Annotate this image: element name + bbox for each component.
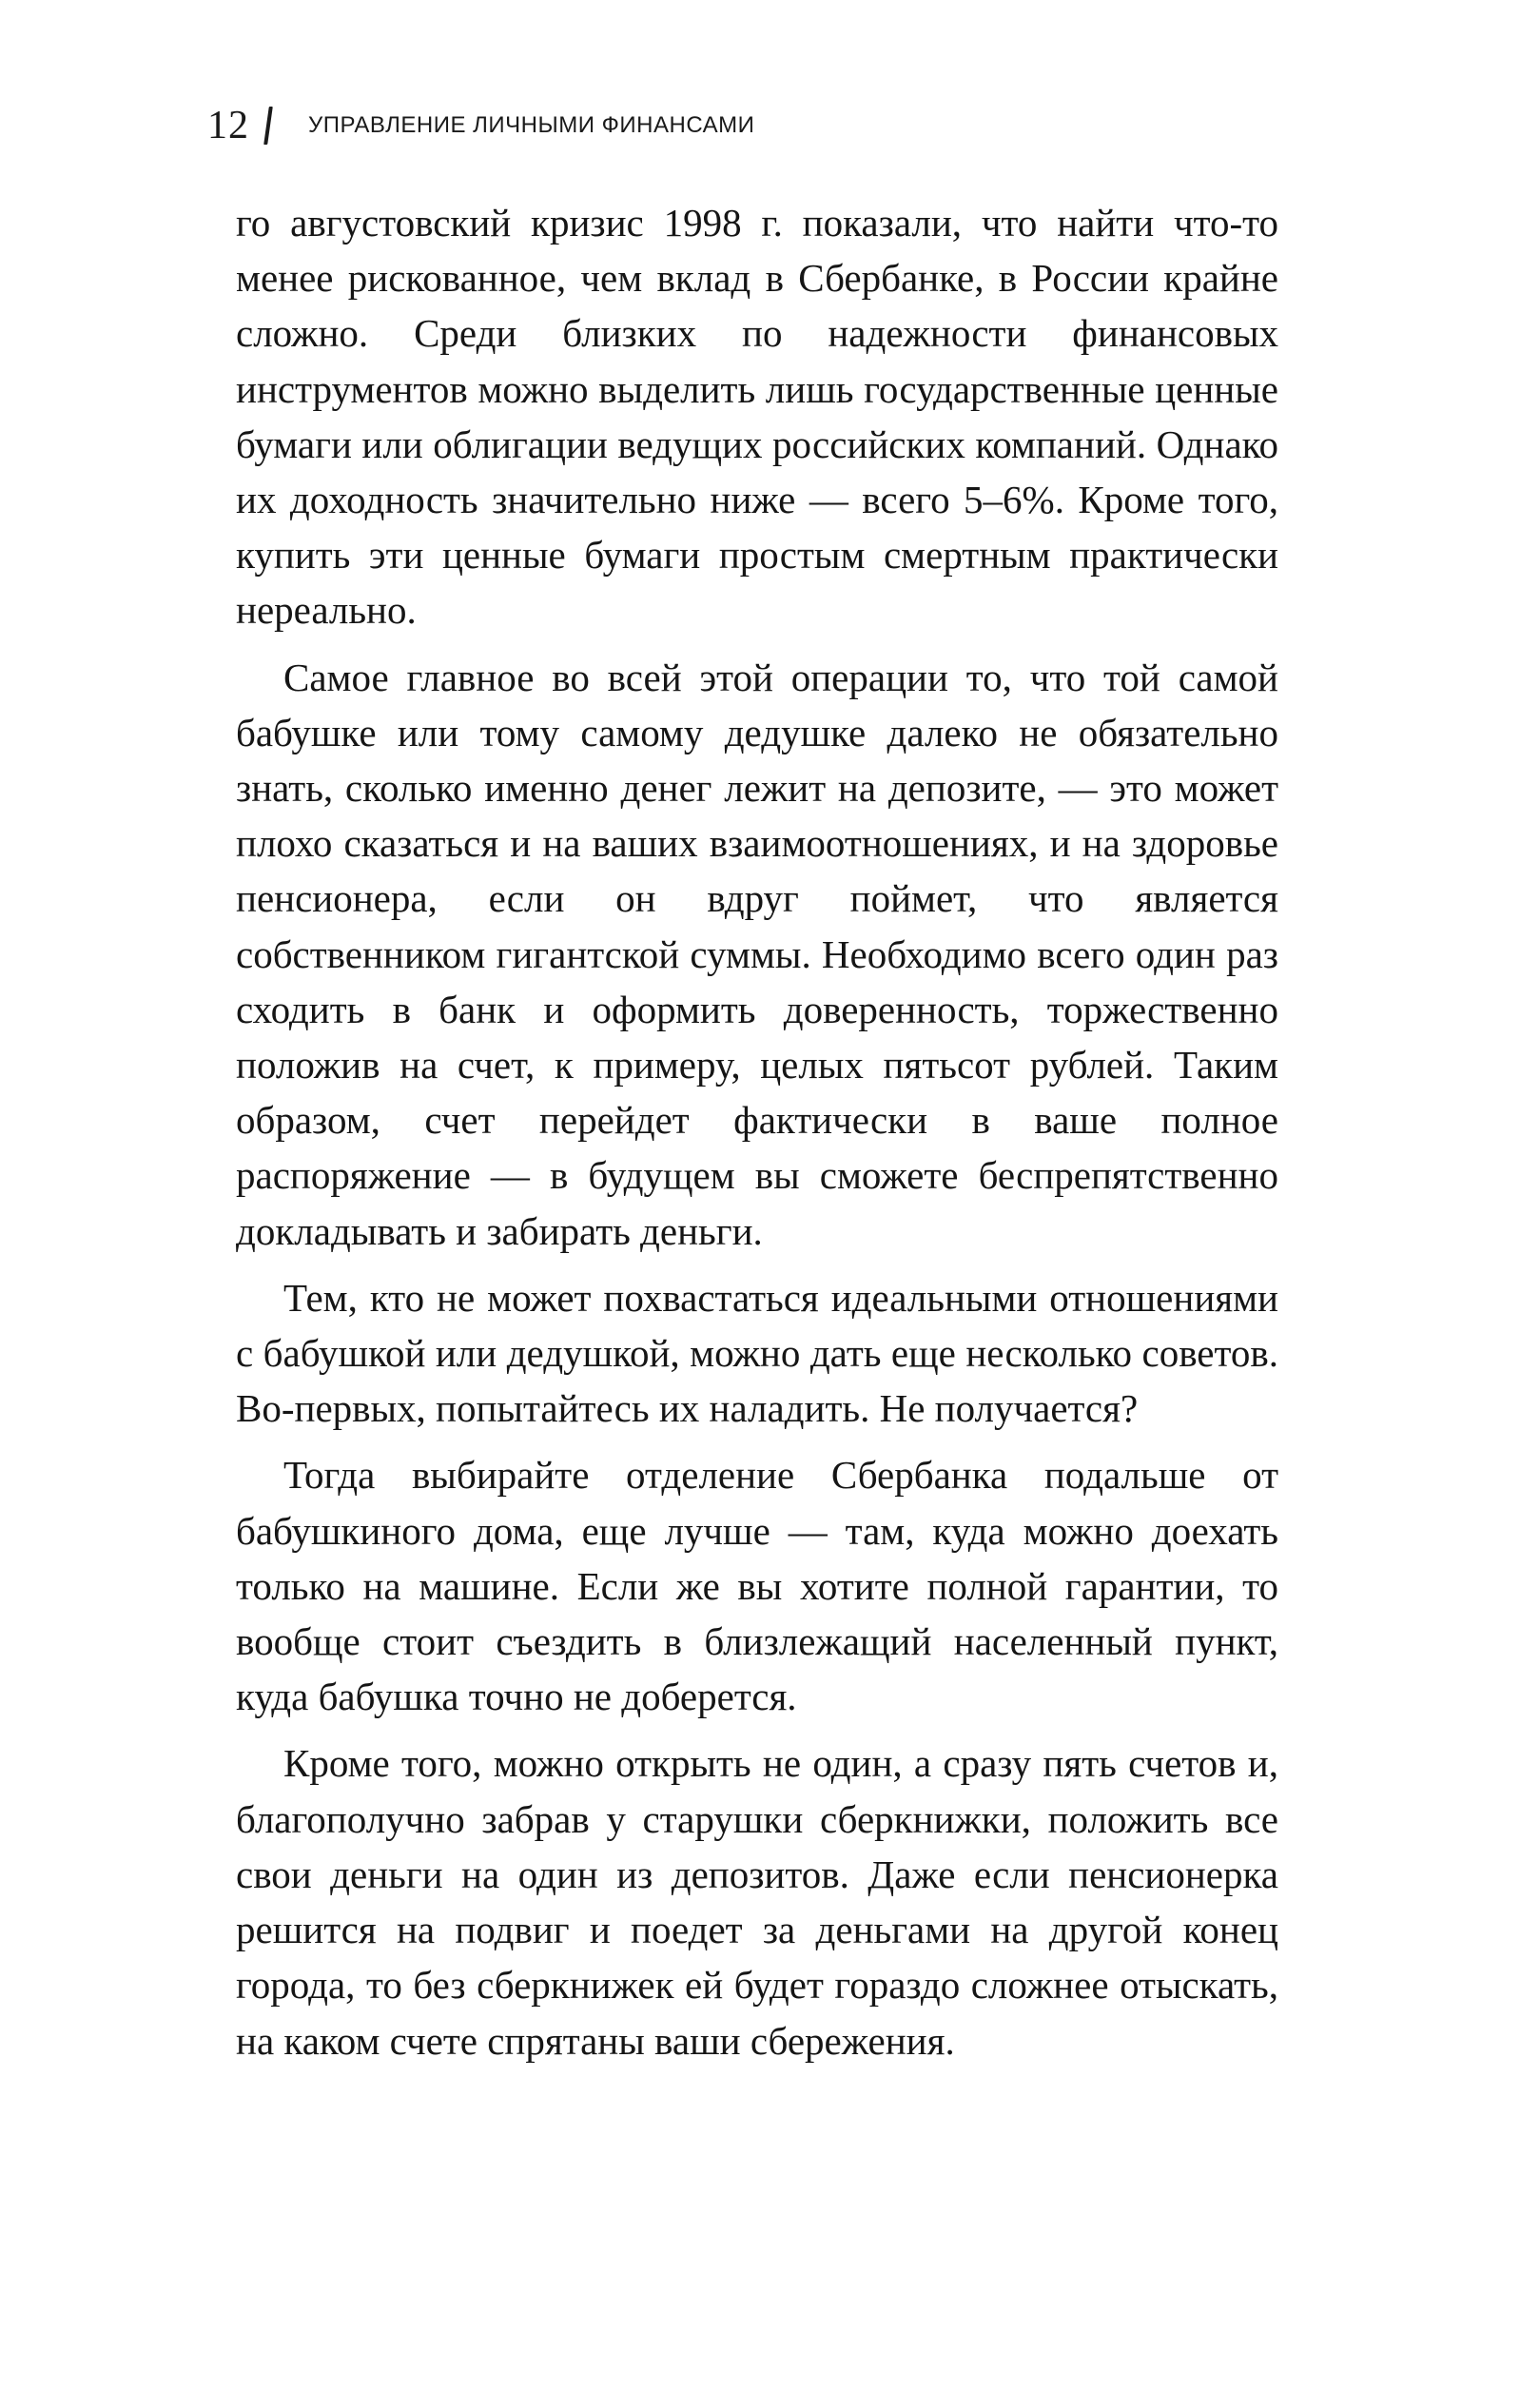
running-header [207,103,754,148]
body-text [236,195,1278,2068]
paragraph: Тогда выбирайте отделение Сбербанка подальше от бабушкиного дома, еще лучше — там, куда можно доехать только на машине. Если же вы хотите полной гарантии, то вообще стоит съездить в близлежащий населенный пункт, куда бабушка точно не доберется. [236,1453,1278,1719]
paragraph-continued: го августовский кризис 1998 г. показали, что найти что-то менее рискованное, чем вклад в Сбербанке, в России крайне сложно. Среди близких по надежности финансовых инструментов можно выделить лишь государственные ценные бумаги или облигации ведущих российских компаний. Однако их доходность значительно ниже — всего 5–6%. Кроме того, купить эти ценные бумаги простым смертным практически нереально. [236,201,1278,633]
paragraph: Самое главное во всей этой операции то, что той самой бабушке или тому самому дедушке далеко не обязательно знать, сколько именно денег лежит на депозите, — это может плохо сказаться и на ваших взаимоотношениях, и на здоровье пенсионера, если он вдруг поймет, что является собственником гигантской суммы. Необходимо всего один раз сходить в банк и оформить доверенность, торжественно положив на счет, к примеру, целых пятьсот рублей. Таким образом, счет перейдет фактически в ваше полное распоряжение — в будущем вы сможете беспрепятственно докладывать и забирать деньги. [236,655,1278,1253]
page-number: 12 [207,104,249,147]
paragraph: Кроме того, можно открыть не один, а сразу пять счетов и, благополучно забрав у старушки сберкнижки, положить все свои деньги на один из депозитов. Даже если пенсионерка решится на подвиг и поедет за деньгами на другой конец города, то без сберкнижек ей будет гораздо сложнее отыскать, на каком счете спрятаны ваши сбережения. [236,1741,1278,2063]
header-divider-mark [263,107,273,145]
paragraph: Тем, кто не может похвастаться идеальными отношениями с бабушкой или дедушкой, можно дать еще несколько советов. Во-первых, попытайтесь их наладить. Не получается? [236,1275,1278,1431]
running-title: УПРАВЛЕНИЕ ЛИЧНЫМИ ФИНАНСАМИ [308,112,755,138]
